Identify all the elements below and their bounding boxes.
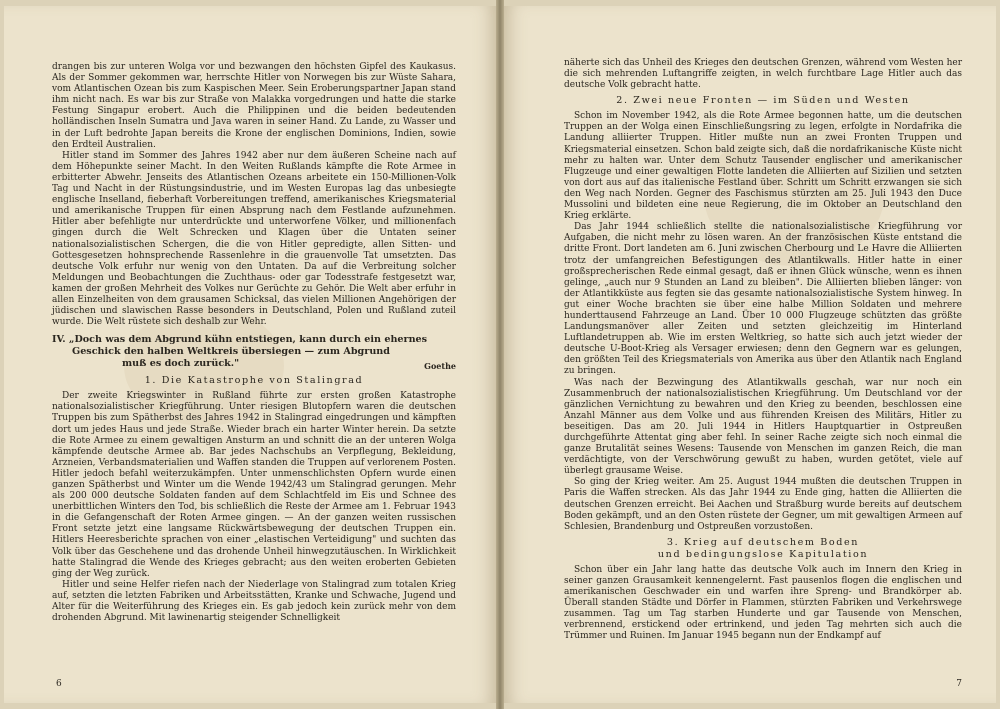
subheading-line: 3. Krieg auf deutschem Boden [666, 536, 860, 548]
paragraph: Schon im November 1942, als die Rote Armee begonnen hatte, um die deutschen Truppen an der Wolga einen Einschließungsring zu legen, erfolgte in Nordafrika die Landung alliierter Truppen. Hitler mußte nun an zwei Fronten Truppen und Kriegsmaterial einsetzen. Schon bald zeigte sich, daß die nordafrikanische Küste nicht mehr zu halten war. Unter dem Schutz Tausender englischer und amerikanischer Flugzeuge und einer gewaltigen Flotte landeten die Alliierten auf Sizilien und setzten von dort aus auf das italienische Festland über. Schritt um Schritt erzwangen sie sich den Weg nach Norden. Gegner des Faschismus stürzten am 25. Juli 1943 den Duce Mussolini und bildeten eine neue Regierung, die im Oktober an Deutschland den Krieg erklärte. [564, 111, 962, 222]
paragraph: So ging der Krieg weiter. Am 25. August 1944 mußten die deutschen Truppen in Paris die Waffen strecken. Als das Jahr 1944 zu Ende ging, hatten die Alliierten die deutschen Grenzen erreicht. Bei Aachen und Straßburg wurde bereits auf deutschem Boden gekämpft, und an den Osten rüstete der Gegner, um mit gewaltigen Armeen auf Schlesien, Brandenburg und Ostpreußen vorzustoßen. [564, 477, 962, 532]
paragraph: Der zweite Kriegswinter in Rußland führte zur ersten großen Katastrophe nationalsozialistischer Kriegführung. Unter riesigen Blutopfern waren die deutschen Truppen bis zum Spätherbst des Jahres 1942 in Stalingrad eingedrungen und kämpften dort um jedes Haus und jede Straße. Wieder brach ein harter Winter herein. Da setzte die Rote Armee zu einem gewaltigen Ansturm an und schnitt die an der unteren Wolga kämpfende deutsche Armee ab. Bar jedes Nachschubs an Verpflegung, Bekleidung, Arzneien, Verbandsmaterialien und Waffen standen die Truppen auf verlorenem Posten. Hitler jedoch befahl weiterzukämpfen. Unter unmenschlichsten Opfern wurde einen ganzen Spätherbst und Winter um die Wende 1942/43 um Stalingrad gerungen. Mehr als 200 000 deutsche Soldaten fanden auf dem Schlachtfeld im Eis und Schnee des unerbittlichen Winters den Tod, bis schließlich die Reste der Armee am 1. Februar 1943 in die Gefangenschaft der Roten Armee gingen. — An der ganzen weiten russischen Front setzte jetzt eine langsame Rückwärtsbewegung der deutschen Truppen ein. Hitlers Heeresberichte sprachen von einer „elastischen Verteidigung" und suchten das Volk über das Geschehene und das drohende Unheil hinwegzutäuschen. In Wirklichkeit hatte Stalingrad die Wende des Krieges gebracht; aus den weiten eroberten Gebieten ging der Weg zurück. [52, 391, 456, 579]
right-page-text [564, 58, 962, 643]
paragraph: näherte sich das Unheil des Krieges den deutschen Grenzen, während vom Westen her die sich mehrenden Luftangriffe zeigten, in welch furchtbare Lage Hitler auch das deutsche Volk gebracht hatte. [564, 58, 962, 91]
paragraph: Was nach der Bezwingung des Atlantikwalls geschah, war nur noch ein Zusammenbruch der nationalsozialistischen Kriegführung. Um Deutschland vor der gänzlichen Vernichtung zu bewahren und den Krieg zu beenden, beschlossen eine Anzahl Männer aus dem Volke und aus führenden Kreisen des Militärs, Hitler zu beseitigen. Das am 20. Juli 1944 in Hitlers Hauptquartier in Ostpreußen durchgeführte Attentat ging aber fehl. In seiner Rache zeigte sich noch einmal die ganze Brutalität seines Wesens: Tausende von Menschen im ganzen Reich, die man verdächtigte, von der Verschwörung gewußt zu haben, wurden getötet, viele auf überlegt grausame Weise. [564, 377, 962, 477]
heading-line [52, 358, 456, 370]
right-page [504, 6, 996, 703]
paragraph: Hitler stand im Sommer des Jahres 1942 aber nur dem äußeren Scheine nach auf dem Höhepunkte seiner Macht. In den Weiten Rußlands kämpfte die Rote Armee in erbitterter Abwehr. Jenseits des Atlantischen Ozeans arbeitete ein 150-Millionen-Volk Tag und Nacht in der Rüstungsindustrie, und im Westen Europas lag das unbesiegte englische Inselland, fieberhaft Vorbereitungen treffend, amerikanisches Kriegsmaterial und amerikanische Truppen für einen Absprung nach dem Festlande aufzunehmen. Hitler aber befehligte nur unterdrückte und unterworfene Völker, und millionenfach gingen durch die Welt Schrecken und Klagen über die Untaten seiner nationalsozialistischen Schergen, die die von Hitler gepredigte, allen Sitten- und Gottesgesetzen hohnsprechende Rassenlehre in die grauenvolle Tat umsetzten. Das deutsche Volk erfuhr nur wenig von den Untaten. Da auf die Verbreitung solcher Meldungen und Beobachtungen die Zuchthaus- oder gar Todesstrafe festgesetzt war, kamen der großen Mehrheit des Volkes nur Gerüchte zu Gehör. Die Welt aber erfuhr in allen Einzelheiten von dem grausamen Schicksal, das vielen Millionen Angehörigen der jüdischen und slawischen Rasse besonders in Deutschland, Polen und Rußland zuteil wurde. Die Welt rüstete sich deshalb zur Wehr. [52, 150, 456, 328]
heading-line-text: muß es doch zurück." [122, 358, 240, 370]
subheading-two-fronts: 2. Zwei neue Fronten — im Süden und Westen [616, 95, 910, 107]
left-page [4, 6, 496, 703]
subheading-war-on-german-soil [564, 537, 962, 561]
subheading-stalingrad: 1. Die Katastrophe von Stalingrad [144, 375, 364, 387]
left-page-text [52, 62, 456, 624]
quote-attribution: Goethe [424, 361, 456, 372]
page-number: 7 [956, 679, 962, 689]
paragraph: Das Jahr 1944 schließlich stellte die nationalsozialistische Kriegführung vor Aufgaben, die nicht mehr zu lösen waren. An der französischen Küste entstand die dritte Front. Dort landeten am 6. Juni zwischen Cherbourg und Le Havre die Alliierten trotz der umfangreichen Befestigungen des Atlantikwalls. Hitler hatte in einer großsprecherischen Rede einmal gesagt, daß er ihnen Glück wünsche, wenn es ihnen gelinge, „auch nur 9 Stunden an Land zu bleiben". Die Alliierten blieben länger: von der Atlantikküste aus fegten sie das gesamte nationalsozialistische System hinweg. In gut einer Woche brachten sie über eine halbe Million Soldaten und mehrere hunderttausend Fahrzeuge an Land. Über 10 000 Flugzeuge schützten das größte Landungsmanöver aller Zeiten und setzten gleichzeitig im Hinterland Luftlandetruppen ab. Wie im ersten Weltkrieg, so hatte sich auch jetzt wieder der deutsche U-Boot-Krieg als Versager erwiesen; denn den Gegnern war es gelungen, den größten Teil des Kriegsmaterials von Amerika aus über den Atlantik nach England zu bringen. [564, 222, 962, 377]
subheading-line: und bedingungslose Kapitulation [657, 548, 869, 560]
heading-line: IV. „Doch was dem Abgrund kühn entstiegen, kann durch ein ehernes [52, 334, 428, 346]
heading-line: Geschick den halben Weltkreis übersiegen — zum Abgrund [72, 346, 390, 358]
paragraph: Hitler und seine Helfer riefen nach der Niederlage von Stalingrad zum totalen Krieg auf, setzten die letzten Fabriken und Arbeitsstätten, Kranke und Schwache, Jugend und Alter für die Weiterführung des Krieges ein. Es gab jedoch kein zurück mehr von dem drohenden Abgrund. Mit lawinenartig steigender Schnelligkeit [52, 579, 456, 624]
paragraph: drangen bis zur unteren Wolga vor und bezwangen den höchsten Gipfel des Kaukasus. Als der Sommer gekommen war, herrschte Hitler von Norwegen bis zur Wüste Sahara, vom Atlantischen Ozean bis zum Kaspischen Meer. Sein Eroberungspartner Japan stand ihm nicht nach. Es war bis zur Straße von Malakka vorgedrungen und hatte die starke Festung Singapur erobert. Auch die Philippinen und die beiden bedeutenden holländischen Inseln Sumatra und Java waren in seiner Hand. Zu Lande, zu Wasser und in der Luft bedrohte Japan bereits die Krone der englischen Dominions, Indien, sowie den Erdteil Australien. [52, 62, 456, 150]
page-number: 6 [56, 679, 62, 689]
paragraph: Schon über ein Jahr lang hatte das deutsche Volk auch im Innern den Krieg in seiner ganzen Grausamkeit kennengelernt. Fast pausenlos flogen die englischen und amerikanischen Geschwader ein und warfen ihre Spreng- und Brandkörper ab. Überall standen Städte und Dörfer in Flammen, stürzten Fabriken und Verkehrswege zusammen. Tag um Tag starben Hunderte und gar Tausende von Menschen, verbrennend, erstickend oder ertrinkend, und jeden Tag mehrten sich auch die Trümmer und Ruinen. Im Januar 1945 begann nun der Endkampf auf [564, 564, 962, 642]
book-gutter [496, 0, 504, 709]
section-heading-iv [52, 334, 456, 370]
